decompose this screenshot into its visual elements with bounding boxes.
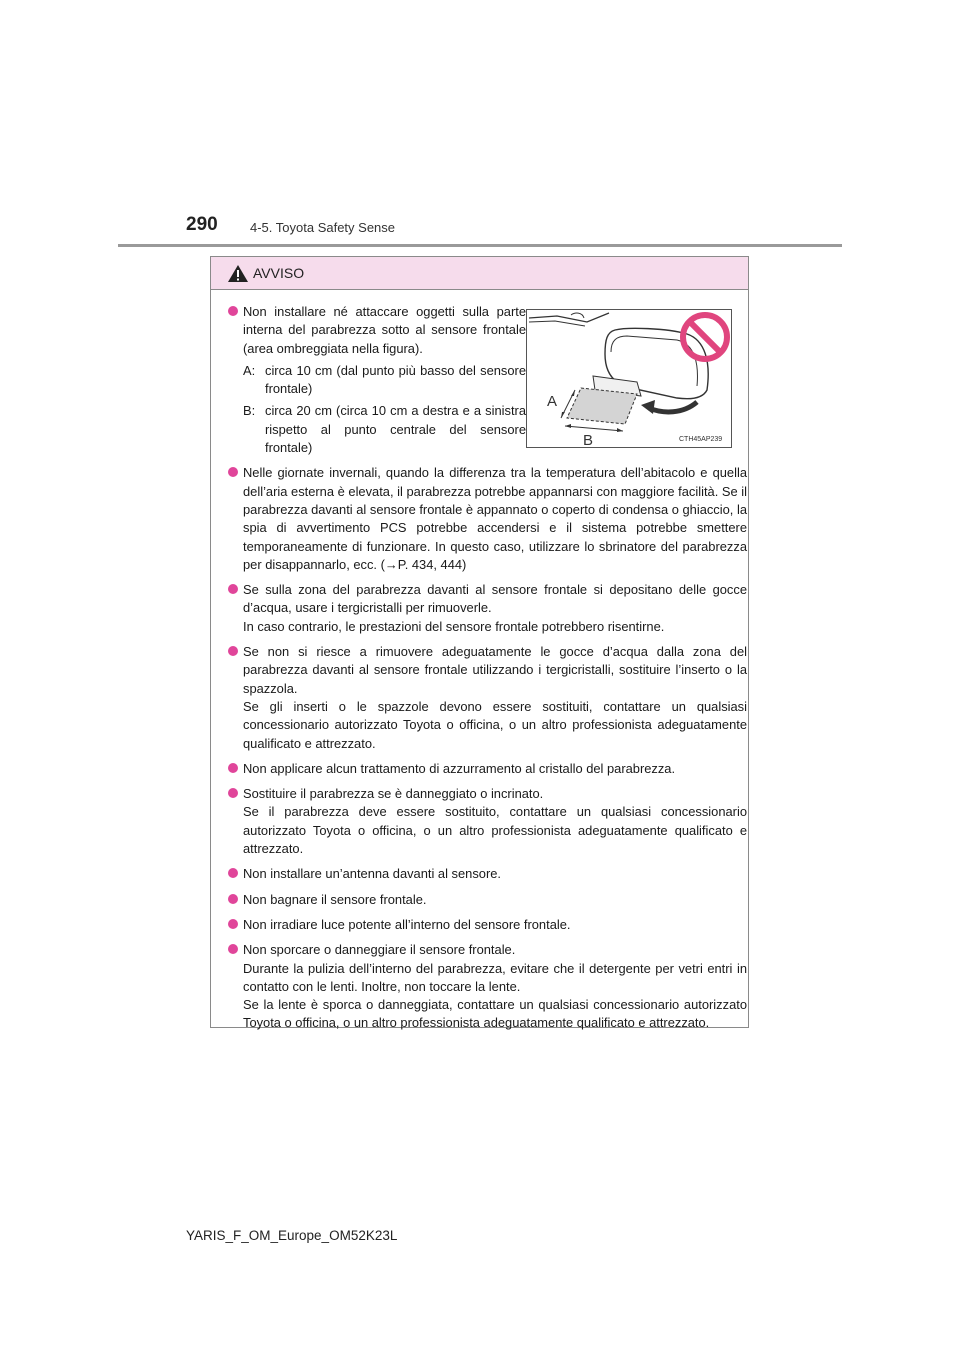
sub-item-b (243, 402, 526, 457)
warning-content (227, 303, 747, 1040)
sub-item-a (243, 362, 526, 399)
bullet-icon (228, 919, 238, 929)
list-item (227, 941, 747, 1032)
bullet-icon (228, 868, 238, 878)
sub-text: circa 10 cm (dal punto più basso del sensore frontale) (265, 362, 526, 397)
header-rule (118, 244, 842, 247)
item-text: Non irradiare luce potente all’interno del sensore frontale. (243, 916, 571, 932)
list-item (227, 643, 747, 753)
figure-label-b: B (583, 432, 594, 447)
item-text: Non sporcare o danneggiare il sensore frontale. (243, 942, 516, 958)
bullet-icon (228, 763, 238, 773)
item-text: Nelle giornate invernali, quando la differenza tra la temperatura dell’abitacolo e quella dell’aria esterna è elevata, il parabrezza potrebbe appannarsi con maggiore facilità. Se il parabrezza davanti al sensore frontale è appannato o coperto di condensa o ghiaccio, la spia di avvertimento PCS potrebbe accendersi e il sistema potrebbe smettere temporaneamente di funzionare. In questo caso, utilizzare lo sbrinatore del parabrezza per disappannarlo, ecc. (→P. 434, 444) (243, 465, 747, 572)
item-text: Non installare un’antenna davanti al sensore. (243, 866, 501, 882)
warning-header (211, 257, 748, 290)
list-item (227, 760, 747, 778)
sub-key: B: (243, 403, 256, 419)
bullet-icon (228, 584, 238, 594)
sub-text: circa 20 cm (circa 10 cm a destra e a sinistra rispetto al punto centrale del sensore frontale) (265, 403, 526, 456)
item-text-continued: Se la lente è sporca o danneggiata, contattare un qualsiasi concessionario autorizzato Toyota o officina, o un altro professionista adeguatamente qualificato e attrezzato. (243, 997, 747, 1031)
bullet-icon (228, 467, 238, 477)
page-number: 290 (186, 214, 218, 235)
item-text: Sostituire il parabrezza se è danneggiato o incrinato. (243, 786, 544, 802)
list-item (227, 891, 747, 909)
warning-title: AVVISO (253, 265, 305, 281)
sub-key: A: (243, 362, 256, 378)
list-item (227, 785, 747, 858)
warning-box (210, 256, 749, 1031)
item-text-continued: In caso contrario, le prestazioni del sensore frontale potrebbero risentirne. (243, 618, 665, 634)
item-text: Non installare né attaccare oggetti sulla parte interna del parabrezza sotto al sensore frontale (area ombreggiata nella figura). (243, 304, 526, 356)
document-code: YARIS_F_OM_Europe_OM52K23L (186, 1228, 398, 1243)
list-item (227, 464, 747, 574)
bullet-icon (228, 788, 238, 798)
list-item (227, 916, 747, 934)
item-text: Non bagnare il sensore frontale. (243, 891, 427, 907)
warning-triangle-icon (227, 264, 249, 283)
item-text: Se non si riesce a rimuovere adeguatamente le gocce d’acqua dalla zona del parabrezza davanti al sensore frontale utilizzando i tergicristalli, sostituire l’inserto o la spazzola. (243, 644, 747, 696)
item-text-continued: Durante la pulizia dell’interno del parabrezza, evitare che il detergente per vetri entri in contatto con le lenti. Inoltre, non toccare la lente. (243, 960, 747, 994)
section-title: 4-5. Toyota Safety Sense (250, 220, 396, 235)
list-item (227, 303, 526, 457)
bullet-icon (228, 646, 238, 656)
figure-code: CTH45AP239 (679, 436, 723, 443)
list-item (227, 865, 747, 883)
bullet-icon (228, 894, 238, 904)
item-text: Se sulla zona del parabrezza davanti al sensore frontale si depositano delle gocce d’acqua, usare i tergicristalli per rimuoverle. (243, 582, 747, 616)
item-text-continued: Se il parabrezza deve essere sostituito, contattare un qualsiasi concessionario autorizzato Toyota o officina, o un altro professionista adeguatamente qualificato e attrezzato. (243, 804, 747, 857)
item-text: Non applicare alcun trattamento di azzurramento al cristallo del parabrezza. (243, 760, 676, 776)
list-item (227, 581, 747, 636)
bullet-icon (228, 944, 238, 954)
bullet-icon (228, 306, 238, 316)
item-text-continued: Se gli inserti o le spazzole devono essere sostituiti, contattare un qualsiasi concessionario autorizzato Toyota o officina, o un altro professionista adeguatamente qualificato e attrezzato. (243, 698, 747, 751)
figure-label-a: A (547, 393, 558, 410)
